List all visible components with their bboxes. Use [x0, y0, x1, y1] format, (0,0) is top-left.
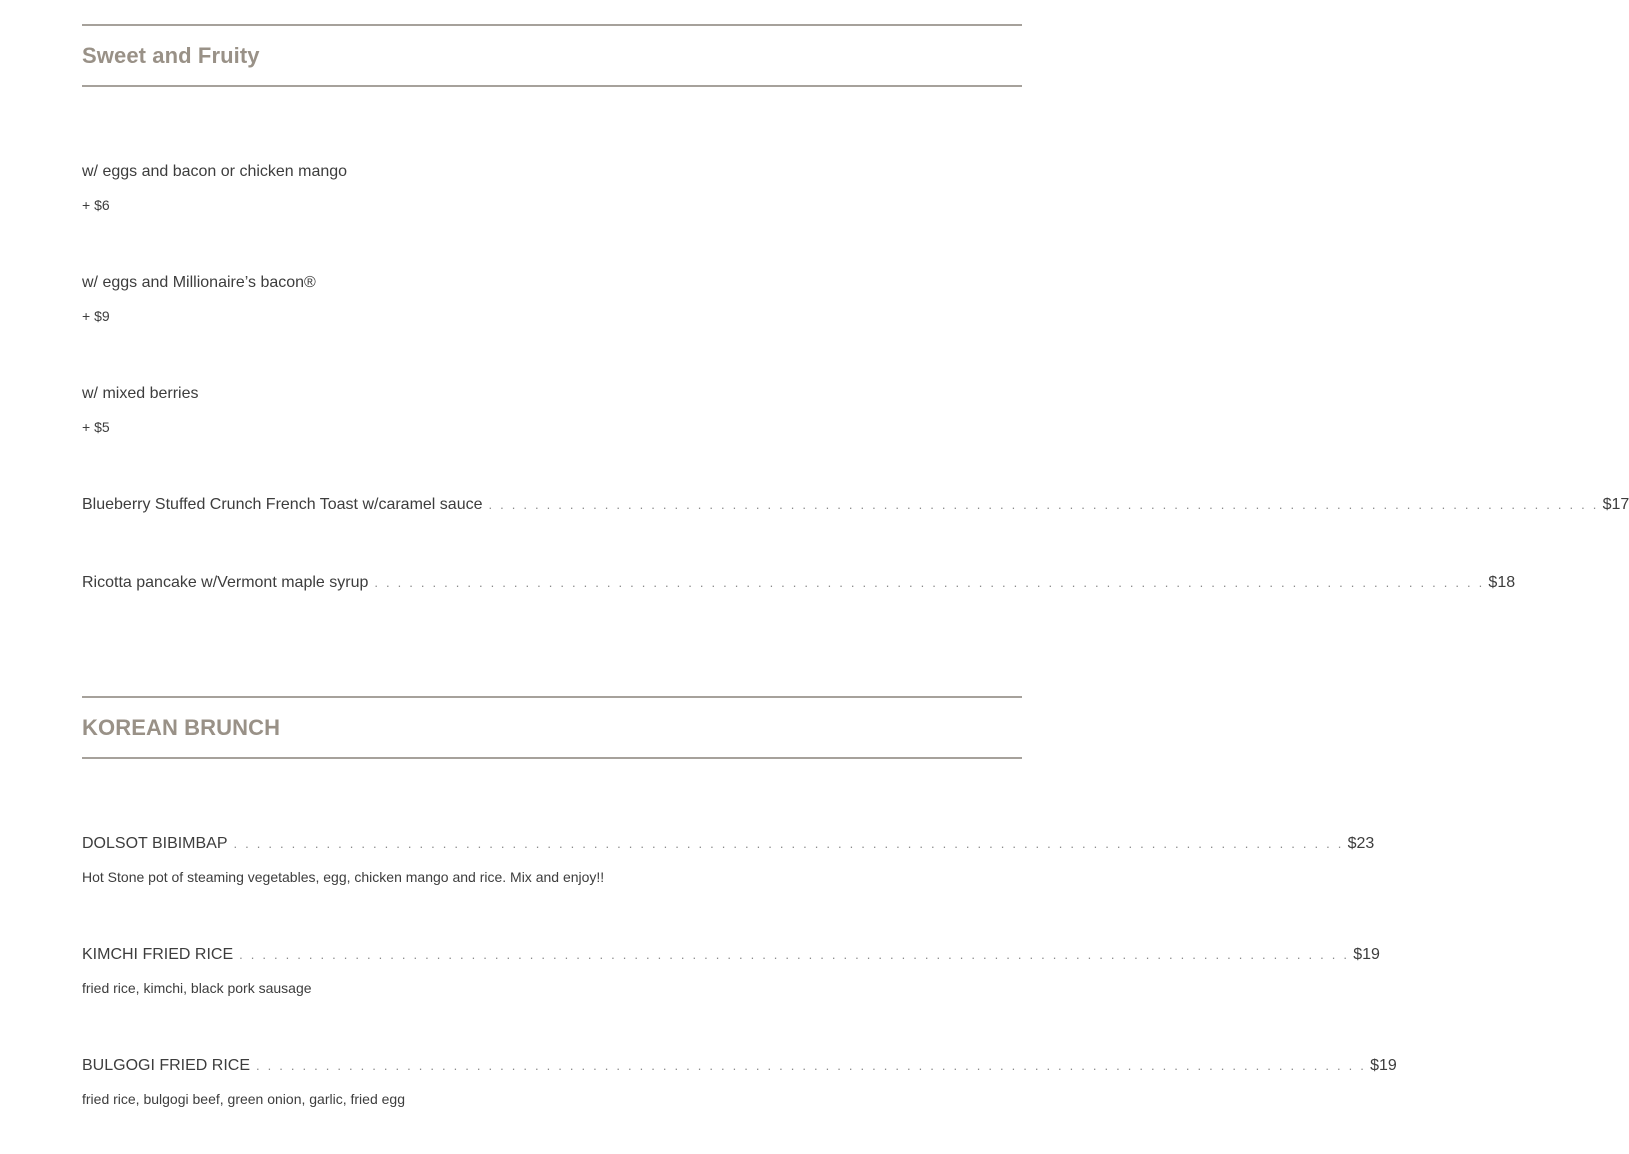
- menu-item-description: fried rice, bulgogi beef, green onion, garlic, fried egg: [82, 1091, 405, 1107]
- menu-item: [82, 573, 1516, 593]
- menu-item: [82, 495, 1629, 515]
- addon-item: [82, 162, 1022, 214]
- section-korean-brunch: [82, 696, 1022, 759]
- addon-item: [82, 384, 1022, 436]
- menu-item-name: KIMCHI FRIED RICE: [82, 946, 234, 963]
- menu-item-price: $18: [1488, 574, 1516, 591]
- dot-leader: . . . . . . . . . . . . . . . . . . . . . . . . . . . . . . . . . . . . . . . . . . . . . . . . . . . . . . . . . . . . . . . . . . . . . . . . . . . . . . . . . . . . . . . . . . . . . . . .: [239, 947, 1350, 962]
- menu-item-name: DOLSOT BIBIMBAP: [82, 835, 228, 852]
- addon-item: [82, 273, 1022, 325]
- menu-item: [82, 945, 1380, 997]
- dot-leader: . . . . . . . . . . . . . . . . . . . . . . . . . . . . . . . . . . . . . . . . . . . . . . . . . . . . . . . . . . . . . . . . . . . . . . . . . . . . . . . . . . . . . . . . . . . . . . . .: [374, 575, 1485, 590]
- section-title: KOREAN BRUNCH: [82, 715, 281, 740]
- menu-item-price: $17: [1602, 496, 1629, 513]
- section-sweet-and-fruity: [82, 24, 1022, 87]
- addon-price: + $6: [82, 197, 110, 213]
- addon-name: w/ mixed berries: [82, 385, 199, 402]
- menu-item-price: $23: [1347, 835, 1375, 852]
- menu-item: [82, 1056, 1397, 1108]
- section-header: [82, 24, 1022, 87]
- menu-item-name: BULGOGI FRIED RICE: [82, 1057, 251, 1074]
- section-title: Sweet and Fruity: [82, 43, 260, 68]
- menu-item-name: Blueberry Stuffed Crunch French Toast w/caramel sauce: [82, 496, 483, 513]
- menu-item-description: Hot Stone pot of steaming vegetables, egg, chicken mango and rice. Mix and enjoy!!: [82, 869, 605, 885]
- dot-leader: . . . . . . . . . . . . . . . . . . . . . . . . . . . . . . . . . . . . . . . . . . . . . . . . . . . . . . . . . . . . . . . . . . . . . . . . . . . . . . . . . . . . . . . . . . . . . . . .: [233, 836, 1344, 851]
- addon-price: + $5: [82, 419, 110, 435]
- addon-name: w/ eggs and Millionaire’s bacon®: [82, 274, 316, 291]
- dot-leader: . . . . . . . . . . . . . . . . . . . . . . . . . . . . . . . . . . . . . . . . . . . . . . . . . . . . . . . . . . . . . . . . . . . . . . . . . . . . . . . . . . . . . . . . . . . . . . . .: [256, 1058, 1367, 1073]
- menu-item-price: $19: [1370, 1057, 1397, 1074]
- dot-leader: . . . . . . . . . . . . . . . . . . . . . . . . . . . . . . . . . . . . . . . . . . . . . . . . . . . . . . . . . . . . . . . . . . . . . . . . . . . . . . . . . . . . . . . . . . . . . . . .: [488, 497, 1599, 512]
- menu-item-price: $19: [1353, 946, 1380, 963]
- menu-item-description: fried rice, kimchi, black pork sausage: [82, 980, 312, 996]
- section-header: [82, 696, 1022, 759]
- menu-item: [82, 834, 1375, 886]
- menu-item-name: Ricotta pancake w/Vermont maple syrup: [82, 574, 369, 591]
- addon-price: + $9: [82, 308, 110, 324]
- addon-name: w/ eggs and bacon or chicken mango: [82, 163, 348, 180]
